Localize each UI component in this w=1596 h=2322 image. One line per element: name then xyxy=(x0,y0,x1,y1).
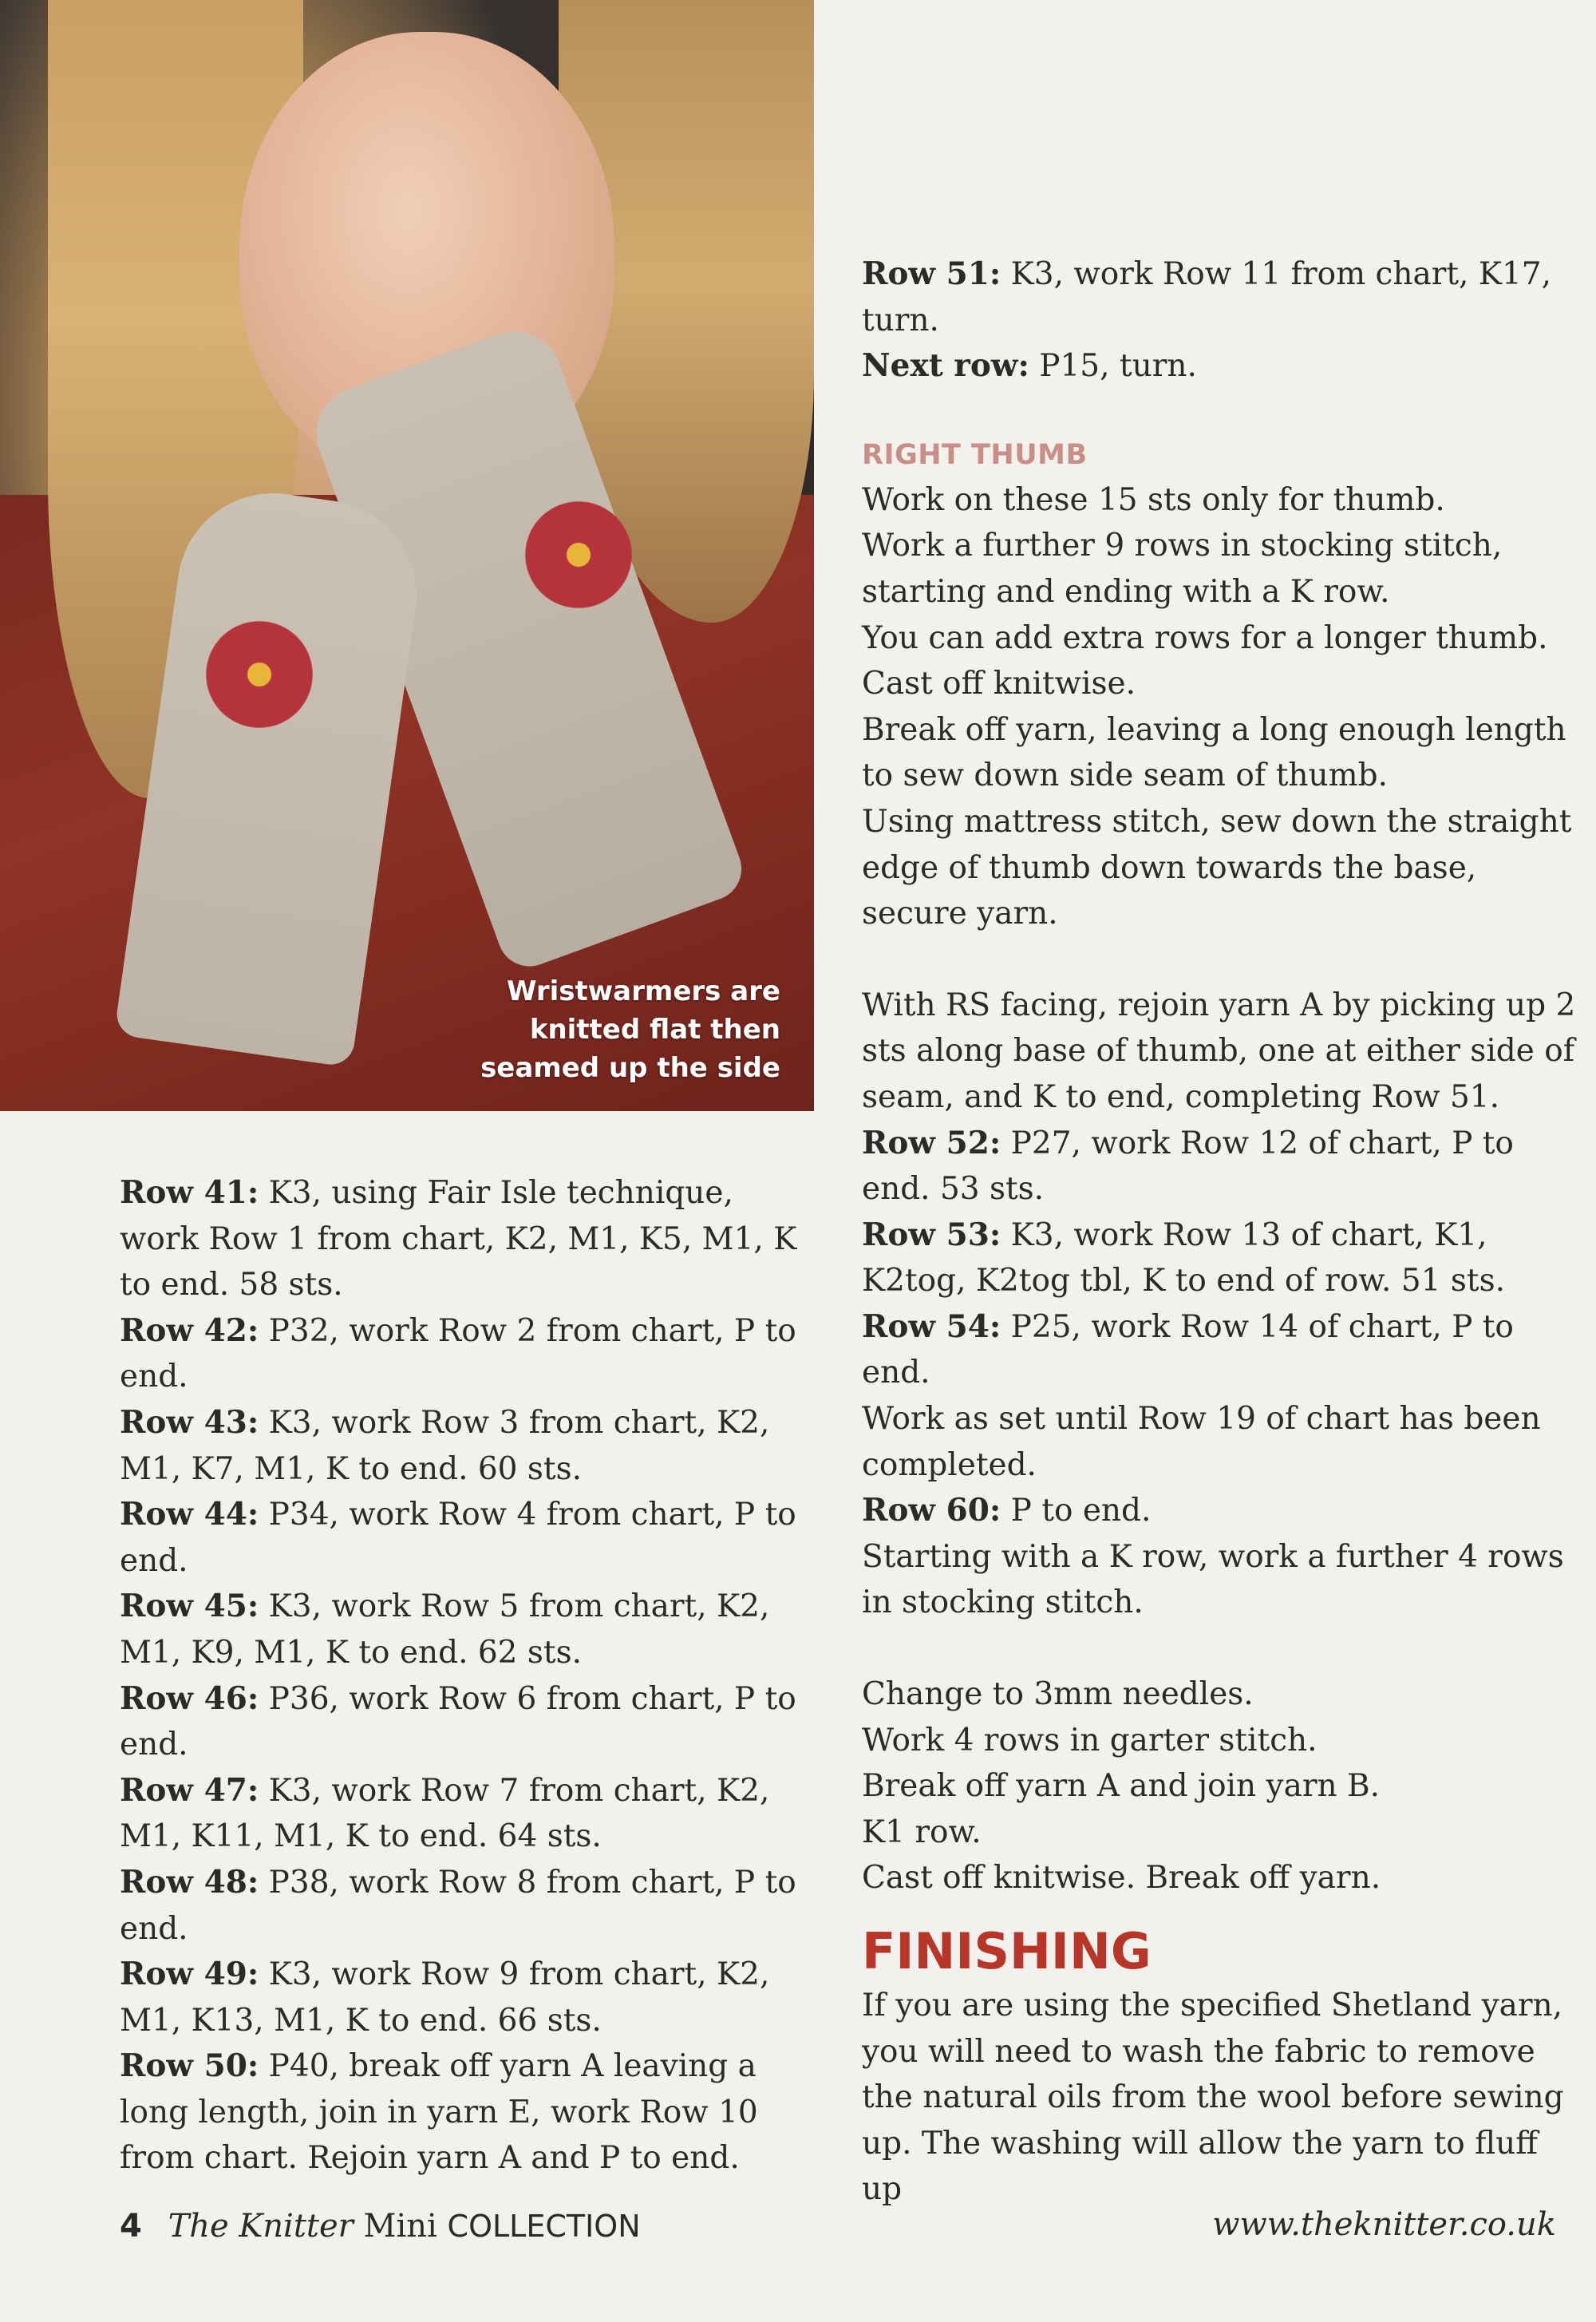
cuff-step: Break off yarn A and join yarn B. xyxy=(862,1768,1381,1805)
row-instruction xyxy=(862,1304,1580,1396)
row-text: P32, work Row 2 from chart, P to end. xyxy=(120,1312,796,1395)
rejoin-instruction: With RS facing, rejoin yarn A by picking up 2 sts along base of thumb, one at either side of seam, and K to end, completing Row 51. xyxy=(862,987,1576,1115)
thumb-step: You can add extra rows for a longer thumb. xyxy=(862,619,1548,656)
caption-line: seamed up the side xyxy=(480,1052,780,1084)
row-text: K3, using Fair Isle technique, work Row 1 from chart, K2, M1, K5, M1, K to end. 58 sts. xyxy=(120,1175,797,1303)
row-text: P27, work Row 12 of chart, P to end. 53 sts. xyxy=(862,1125,1514,1208)
hero-photo xyxy=(0,0,814,1111)
row-text: P40, break off yarn A leaving a long length, join in yarn E, work Row 10 from chart. Rejoin yarn A and P to end. xyxy=(120,2048,758,2177)
page-number: 4 xyxy=(120,2208,142,2245)
row-instruction xyxy=(120,1308,806,1400)
row-label: Row 48: xyxy=(120,1863,259,1901)
magazine-collection: COLLECTION xyxy=(447,2209,641,2244)
row-instruction xyxy=(120,1952,806,2043)
row-instruction xyxy=(862,251,1580,343)
row-text: P15, turn. xyxy=(1029,348,1197,385)
cuff-step: K1 row. xyxy=(862,1814,982,1850)
row-instruction xyxy=(862,1488,1580,1534)
thumb-step: Break off yarn, leaving a long enough length to sew down side seam of thumb. xyxy=(862,711,1566,794)
finishing-text: If you are using the specified Shetland yarn, you will need to wash the fabric to remove the natural oils from the wool before sewing up. The washing will allow the yarn to fluff up xyxy=(862,1988,1564,2208)
row-instruction xyxy=(862,1121,1580,1212)
thumb-step: Work a further 9 rows in stocking stitch, starting and ending with a K row. xyxy=(862,528,1503,610)
cuff-step: Cast off knitwise. Break off yarn. xyxy=(862,1860,1381,1897)
thumb-step: Using mattress stitch, sew down the straight edge of thumb down towards the base, secure yarn. xyxy=(862,803,1572,932)
row-instruction xyxy=(120,1860,806,1952)
finishing-heading: FINISHING xyxy=(862,1922,1152,1980)
row-text: P34, work Row 4 from chart, P to end. xyxy=(120,1497,796,1579)
row-label: Row 49: xyxy=(120,1956,259,1993)
stocking-stitch-step: Starting with a K row, work a further 4 rows in stocking stitch. xyxy=(862,1538,1564,1621)
row-label: Row 52: xyxy=(862,1124,1001,1161)
row-text: P25, work Row 14 of chart, P to end. xyxy=(862,1308,1514,1391)
magazine-mini: Mini xyxy=(363,2208,437,2245)
row-text: K3, work Row 13 of chart, K1, K2tog, K2tog tbl, K to end of row. 51 sts. xyxy=(862,1216,1505,1299)
cuff-step: Work 4 rows in garter stitch. xyxy=(862,1722,1317,1758)
row-label: Row 54: xyxy=(862,1307,1001,1345)
right-thumb-heading: RIGHT THUMB xyxy=(862,438,1088,471)
row-instruction xyxy=(120,1676,806,1768)
photo-fairisle-motif-left xyxy=(192,607,327,742)
row-label: Row 60: xyxy=(862,1492,1001,1529)
row-text: K3, work Row 11 from chart, K17, turn. xyxy=(862,256,1551,338)
cuff-step: Change to 3mm needles. xyxy=(862,1676,1254,1713)
row-text: K3, work Row 7 from chart, K2, M1, K11, M1, K to end. 64 sts. xyxy=(120,1772,770,1855)
row-text: K3, work Row 3 from chart, K2, M1, K7, M1, K to end. 60 sts. xyxy=(120,1404,770,1487)
row-text: P36, work Row 6 from chart, P to end. xyxy=(120,1680,796,1763)
row-label: Row 45: xyxy=(120,1588,259,1625)
row-label: Row 41: xyxy=(120,1174,259,1211)
magazine-brand: The Knitter xyxy=(168,2208,354,2245)
row-instruction xyxy=(120,1492,806,1584)
work-as-set: Work as set until Row 19 of chart has been completed. xyxy=(862,1401,1541,1483)
footer-url: www.theknitter.co.uk xyxy=(1212,2206,1556,2243)
photo-caption xyxy=(445,972,780,1087)
row-label: Row 50: xyxy=(120,2047,259,2085)
row-text: P38, work Row 8 from chart, P to end. xyxy=(120,1864,796,1947)
row-instruction xyxy=(120,1170,806,1308)
row-label: Row 47: xyxy=(120,1771,259,1809)
caption-line: knitted flat then xyxy=(529,1014,780,1046)
row-label: Row 53: xyxy=(862,1216,1001,1253)
row-label: Row 43: xyxy=(120,1403,259,1441)
row-text: P to end. xyxy=(1001,1493,1152,1529)
row-text: K3, work Row 9 from chart, K2, M1, K13, M1, K to end. 66 sts. xyxy=(120,1956,770,2039)
row-instruction xyxy=(120,1584,806,1675)
row-label: Row 46: xyxy=(120,1679,259,1717)
row-instruction xyxy=(120,1768,806,1860)
caption-line: Wristwarmers are xyxy=(506,975,780,1007)
thumb-step: Cast off knitwise. xyxy=(862,666,1136,702)
row-instruction xyxy=(862,1212,1580,1304)
row-label: Next row: xyxy=(862,347,1029,385)
left-column xyxy=(120,1170,806,2182)
row-instruction xyxy=(120,1400,806,1492)
row-text: K3, work Row 5 from chart, K2, M1, K9, M1, K to end. 62 sts. xyxy=(120,1588,770,1671)
photo-fairisle-motif-right xyxy=(511,487,646,623)
row-label: Row 51: xyxy=(862,255,1001,292)
row-label: Row 44: xyxy=(120,1496,259,1533)
right-column xyxy=(862,251,1580,2213)
row-instruction xyxy=(120,2043,806,2182)
row-instruction xyxy=(862,343,1580,390)
footer-left xyxy=(120,2208,641,2245)
thumb-step: Work on these 15 sts only for thumb. xyxy=(862,481,1445,518)
row-label: Row 42: xyxy=(120,1311,259,1349)
